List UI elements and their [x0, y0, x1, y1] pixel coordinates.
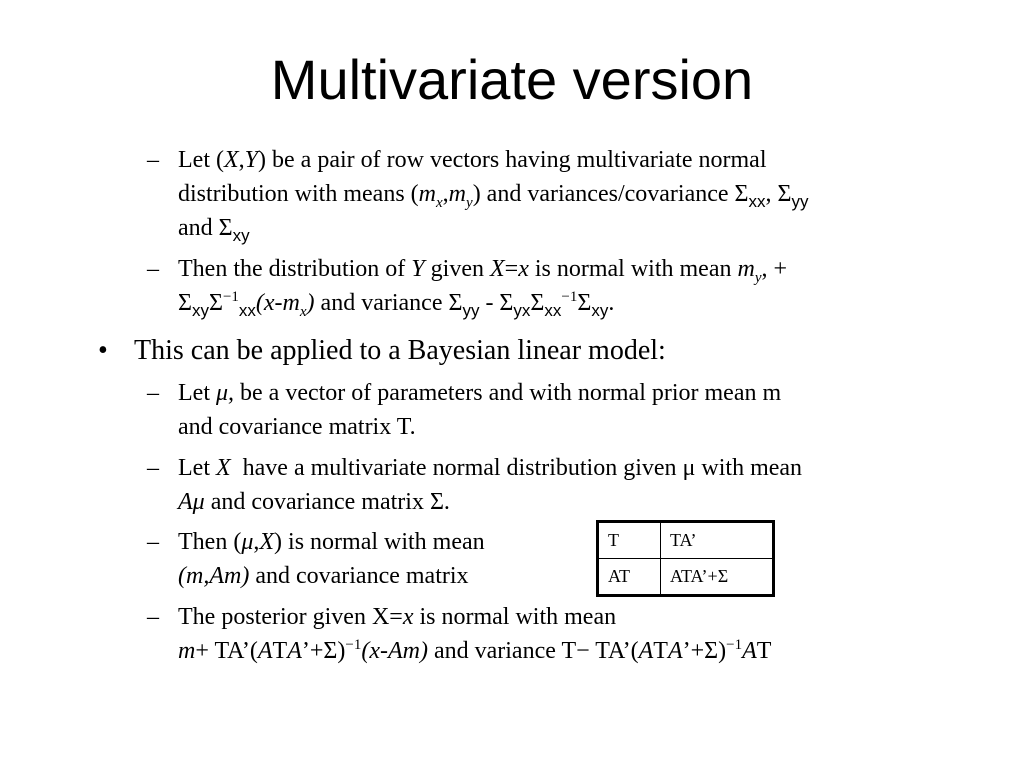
- sub-bullet-1: – Let (X,Y) be a pair of row vectors having multivariate normal distribution with means $(m_x,m_y)$ and variances/covariance $\Sigma_{xx}$, $\Sigma_{yy}$ and $\Sigma_{xy}$: [147, 143, 947, 245]
- dash-marker: –: [147, 380, 159, 406]
- bullet-marker: •: [98, 335, 108, 366]
- table-cell: TA’: [661, 522, 774, 559]
- table-cell: AT: [598, 559, 661, 596]
- dash-marker: –: [147, 147, 159, 173]
- table-cell: ATA’+Σ: [661, 559, 774, 596]
- dash-marker: –: [147, 604, 159, 630]
- sub-bullet-2: – Then the distribution of Y given X=x is normal with mean $m_y$, + $\Sigma_{xy}\Sigma^{-1}_{xx}(x-m_x)$ and variance $\Sigma_{yy} - \Sigma_{yx}\Sigma_{xx}^{-1}\Sigma_{xy}$.: [147, 252, 947, 320]
- dash-marker: –: [147, 529, 159, 555]
- sub-bullet-6: – The posterior given X=x is normal with mean m+ TA’(ATA’+Σ)$^{-1}$(x-Am) and variance T− TA’(ATA’+Σ)$^{-1}$AT: [147, 600, 947, 668]
- covariance-matrix-table: [596, 520, 775, 597]
- table-row: [598, 559, 774, 596]
- sub-bullet-5: – Then (μ,X) is normal with mean (m,Am) and covariance matrix: [147, 525, 577, 593]
- dash-marker: –: [147, 256, 159, 282]
- sub-bullet-3: – Let μ, be a vector of parameters and with normal prior mean m and covariance matrix T.: [147, 376, 947, 444]
- dash-marker: –: [147, 455, 159, 481]
- table-row: [598, 522, 774, 559]
- sub-bullet-4: – Let X have a multivariate normal distribution given μ with mean Aμ and covariance matrix Σ.: [147, 451, 947, 519]
- table-cell: T: [598, 522, 661, 559]
- slide-title: Multivariate version: [270, 48, 754, 111]
- main-bullet-text: This can be applied to a Bayesian linear model:: [134, 335, 666, 366]
- main-bullet: [98, 331, 978, 371]
